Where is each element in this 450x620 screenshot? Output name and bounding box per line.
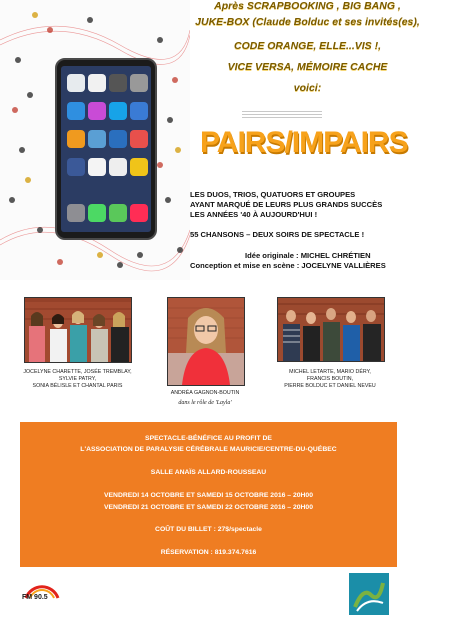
men-caption-line-1: MICHEL LETARTE, MARIO DÉRY, (289, 369, 371, 375)
women-caption-line-3: SONIA BÉLISLE ET CHANTAL PARIS (32, 383, 123, 389)
concept-credit: Conception et mise en scène : JOCELYNE VALLIÈRES (190, 261, 386, 270)
phone-screen (61, 66, 151, 232)
header-line-3: CODE ORANGE, ELLE...VIS !, (233, 40, 381, 52)
association-logo (349, 573, 389, 615)
ticket-price: COÛT DU BILLET : 27$/spectacle (155, 526, 262, 533)
men-photo-graphic (278, 298, 384, 361)
reservation-phone: RÉSERVATION : 819.374.7616 (160, 549, 257, 556)
men-caption-line-2: FRANCIS BOUTIN, (306, 376, 354, 382)
women-caption-line-2: SYLVIE PATRY, (58, 376, 97, 382)
women-caption-line-1: JOCELYNE CHARETTE, JOSÉE TREMBLAY, (23, 369, 132, 375)
portrait-photo-andrea (167, 297, 245, 386)
original-idea: Idée originale : MICHEL CHRÉTIEN (245, 251, 371, 260)
radio-station-logo (20, 578, 64, 612)
portrait-role: dans le rôle de 'Layla' (178, 400, 232, 406)
show-title: PAIRS/IMPAIRS (200, 126, 408, 159)
faint-text-lines (242, 109, 322, 119)
smartphone-image (55, 58, 157, 240)
group-photo-women (24, 297, 132, 363)
group-photo-men (277, 297, 385, 362)
phone-collage-image (0, 0, 190, 280)
portrait-caption: ANDRÉA GAGNON-BOUTIN (170, 390, 240, 396)
women-photo-graphic (25, 298, 131, 362)
men-caption-line-3: PIERRE BOLDUC ET DANIEL NEVEU (284, 383, 376, 389)
event-info-box (20, 422, 397, 567)
association-logo-graphic (349, 573, 389, 615)
header-line-1: Après SCRAPBOOKING , BIG BANG , (214, 0, 401, 12)
header-line-2: JUKE-BOX (Claude Bolduc et ses invités(es), (195, 16, 420, 28)
description-line-1: LES DUOS, TRIOS, QUATUORS ET GROUPES (190, 190, 356, 199)
description-line-2: AYANT MARQUÉ DE LEURS PLUS GRANDS SUCCÈS (190, 200, 383, 209)
header-line-4: VICE VERSA, MÉMOIRE CACHE (227, 61, 388, 73)
songs-line: 55 CHANSONS – DEUX SOIRS DE SPECTACLE ! (190, 230, 365, 239)
venue: SALLE ANAÏS ALLARD-ROUSSEAU (150, 469, 267, 476)
header-line-5: voici: (293, 82, 322, 94)
benefit-line-1: SPECTACLE-BÉNÉFICE AU PROFIT DE (145, 435, 272, 442)
description-line-3: LES ANNÉES '40 À AUJOURD'HUI ! (190, 210, 318, 219)
portrait-photo-graphic (168, 298, 244, 385)
benefit-line-2: L'ASSOCIATION DE PARALYSIE CÉRÉBRALE MAURICIE/CENTRE-DU-QUÉBEC (80, 446, 337, 453)
radio-logo-text: FM 90.5 (22, 594, 48, 601)
dates-line-2: VENDREDI 21 OCTOBRE ET SAMEDI 22 OCTOBRE 2016 – 20H00 (103, 504, 313, 511)
dates-line-1: VENDREDI 14 OCTOBRE ET SAMEDI 15 OCTOBRE 2016 – 20H00 (103, 492, 313, 499)
